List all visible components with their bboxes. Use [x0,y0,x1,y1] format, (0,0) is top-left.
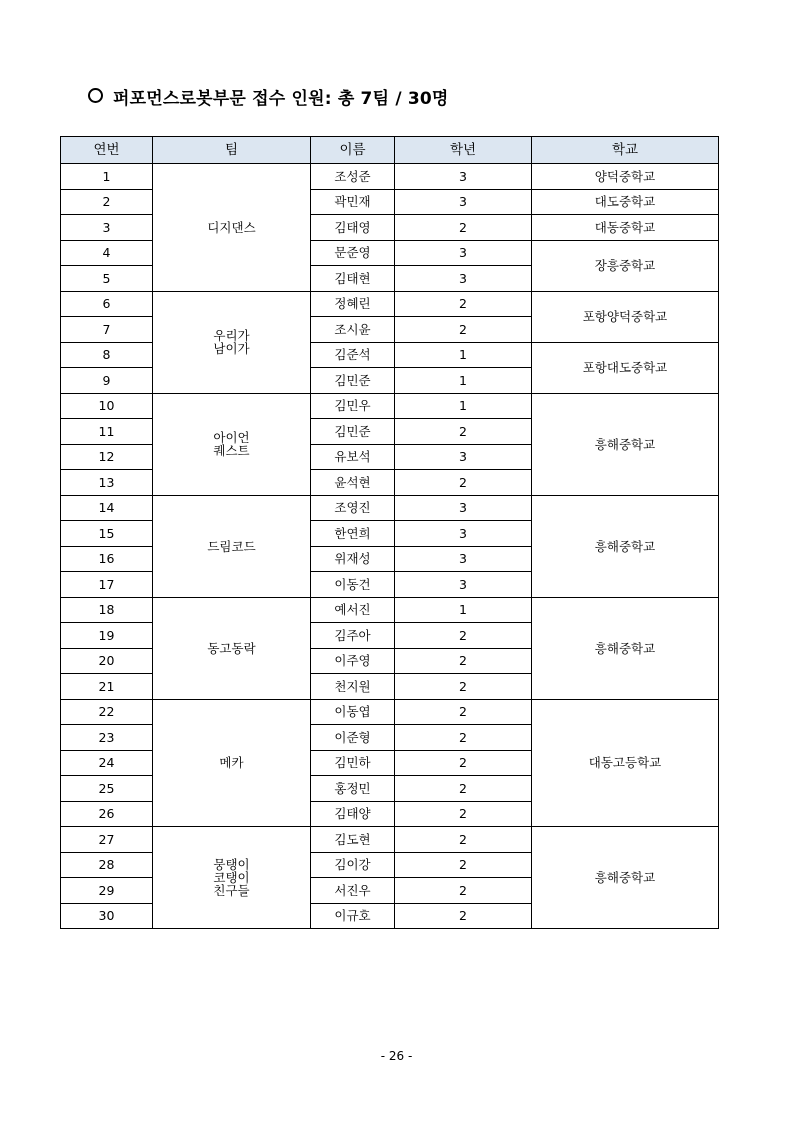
cell-grade: 2 [395,750,532,776]
cell-name: 이규호 [311,903,395,929]
cell-school: 흥해중학교 [532,597,719,699]
cell-grade: 2 [395,852,532,878]
cell-school: 양덕중학교 [532,164,719,190]
cell-grade: 2 [395,801,532,827]
cell-name: 서진우 [311,878,395,904]
cell-number: 1 [61,164,153,190]
cell-name: 유보석 [311,444,395,470]
cell-name: 조시윤 [311,317,395,343]
cell-grade: 2 [395,648,532,674]
cell-grade: 3 [395,444,532,470]
cell-grade: 1 [395,342,532,368]
team-name: 뭉탱이 코탱이 친구들 [213,857,250,898]
cell-number: 3 [61,215,153,241]
team-name: 드림코드 [207,538,256,554]
team-name: 동고동락 [207,640,256,656]
cell-grade: 2 [395,215,532,241]
cell-school: 대동고등학교 [532,699,719,827]
cell-grade: 3 [395,572,532,598]
cell-team [153,827,311,929]
cell-grade: 2 [395,674,532,700]
team-name: 아이언 퀘스트 [213,430,250,458]
cell-name: 김민준 [311,419,395,445]
cell-number: 14 [61,495,153,521]
cell-name: 이준형 [311,725,395,751]
cell-number: 29 [61,878,153,904]
cell-team [153,495,311,597]
table-row [61,597,719,623]
cell-number: 6 [61,291,153,317]
cell-grade: 1 [395,368,532,394]
cell-name: 김도현 [311,827,395,853]
cell-number: 28 [61,852,153,878]
column-header-team: 팀 [153,137,311,164]
cell-number: 5 [61,266,153,292]
cell-name: 김이강 [311,852,395,878]
cell-grade: 3 [395,546,532,572]
cell-grade: 2 [395,725,532,751]
page-number: - 26 - [380,1049,413,1063]
table-row [61,495,719,521]
cell-school: 대동중학교 [532,215,719,241]
cell-grade: 2 [395,878,532,904]
cell-name: 김민준 [311,368,395,394]
cell-grade: 2 [395,470,532,496]
cell-team [153,699,311,827]
cell-school: 흥해중학교 [532,495,719,597]
table-body [61,164,719,929]
table-row [61,827,719,853]
cell-grade: 3 [395,266,532,292]
cell-name: 김태양 [311,801,395,827]
cell-grade: 2 [395,903,532,929]
cell-team [153,597,311,699]
cell-grade: 1 [395,597,532,623]
cell-name: 한연희 [311,521,395,547]
cell-number: 17 [61,572,153,598]
cell-school: 흥해중학교 [532,393,719,495]
team-name: 메카 [219,755,244,771]
cell-number: 26 [61,801,153,827]
team-name: 우리가 남이가 [213,328,250,356]
table-row [61,393,719,419]
cell-number: 25 [61,776,153,802]
cell-name: 정혜린 [311,291,395,317]
cell-number: 21 [61,674,153,700]
cell-name: 김태현 [311,266,395,292]
cell-name: 위재성 [311,546,395,572]
cell-grade: 2 [395,419,532,445]
cell-grade: 3 [395,189,532,215]
cell-name: 이동엽 [311,699,395,725]
cell-grade: 2 [395,291,532,317]
cell-name: 김민우 [311,393,395,419]
cell-grade: 2 [395,827,532,853]
entry-table [60,136,719,929]
cell-school: 장흥중학교 [532,240,719,291]
heading-text: 퍼포먼스로봇부문 접수 인원: 총 7팀 / 30명 [113,89,449,109]
cell-name: 이주영 [311,648,395,674]
cell-number: 19 [61,623,153,649]
cell-number: 30 [61,903,153,929]
cell-school: 흥해중학교 [532,827,719,929]
table-row [61,699,719,725]
team-name: 디지댄스 [207,219,256,235]
cell-grade: 2 [395,317,532,343]
cell-grade: 3 [395,495,532,521]
cell-number: 9 [61,368,153,394]
cell-name: 문준영 [311,240,395,266]
table-row [61,164,719,190]
cell-school: 포항양덕중학교 [532,291,719,342]
section-heading [88,84,449,109]
cell-name: 예서진 [311,597,395,623]
cell-grade: 1 [395,393,532,419]
cell-grade: 3 [395,240,532,266]
cell-grade: 2 [395,623,532,649]
cell-number: 27 [61,827,153,853]
cell-number: 2 [61,189,153,215]
cell-school: 대도중학교 [532,189,719,215]
cell-name: 조영진 [311,495,395,521]
cell-name: 윤석현 [311,470,395,496]
cell-name: 홍정민 [311,776,395,802]
cell-number: 15 [61,521,153,547]
cell-team [153,393,311,495]
cell-name: 천지원 [311,674,395,700]
cell-number: 12 [61,444,153,470]
cell-team [153,164,311,292]
cell-name: 조성준 [311,164,395,190]
cell-number: 11 [61,419,153,445]
cell-name: 김민하 [311,750,395,776]
cell-number: 18 [61,597,153,623]
cell-name: 김주아 [311,623,395,649]
cell-number: 7 [61,317,153,343]
cell-number: 22 [61,699,153,725]
circle-bullet-icon [88,88,103,103]
cell-grade: 3 [395,164,532,190]
column-header-grade: 학년 [395,137,532,164]
cell-team [153,291,311,393]
cell-number: 4 [61,240,153,266]
column-header-name: 이름 [311,137,395,164]
cell-number: 20 [61,648,153,674]
cell-number: 10 [61,393,153,419]
cell-name: 김태영 [311,215,395,241]
cell-number: 13 [61,470,153,496]
table-header-row [61,137,719,164]
cell-number: 24 [61,750,153,776]
table-row [61,291,719,317]
cell-name: 김준석 [311,342,395,368]
cell-name: 이동건 [311,572,395,598]
column-header-school: 학교 [532,137,719,164]
cell-name: 곽민재 [311,189,395,215]
cell-grade: 3 [395,521,532,547]
column-header-number: 연번 [61,137,153,164]
cell-number: 16 [61,546,153,572]
cell-grade: 2 [395,776,532,802]
cell-school: 포항대도중학교 [532,342,719,393]
cell-grade: 2 [395,699,532,725]
cell-number: 23 [61,725,153,751]
cell-number: 8 [61,342,153,368]
